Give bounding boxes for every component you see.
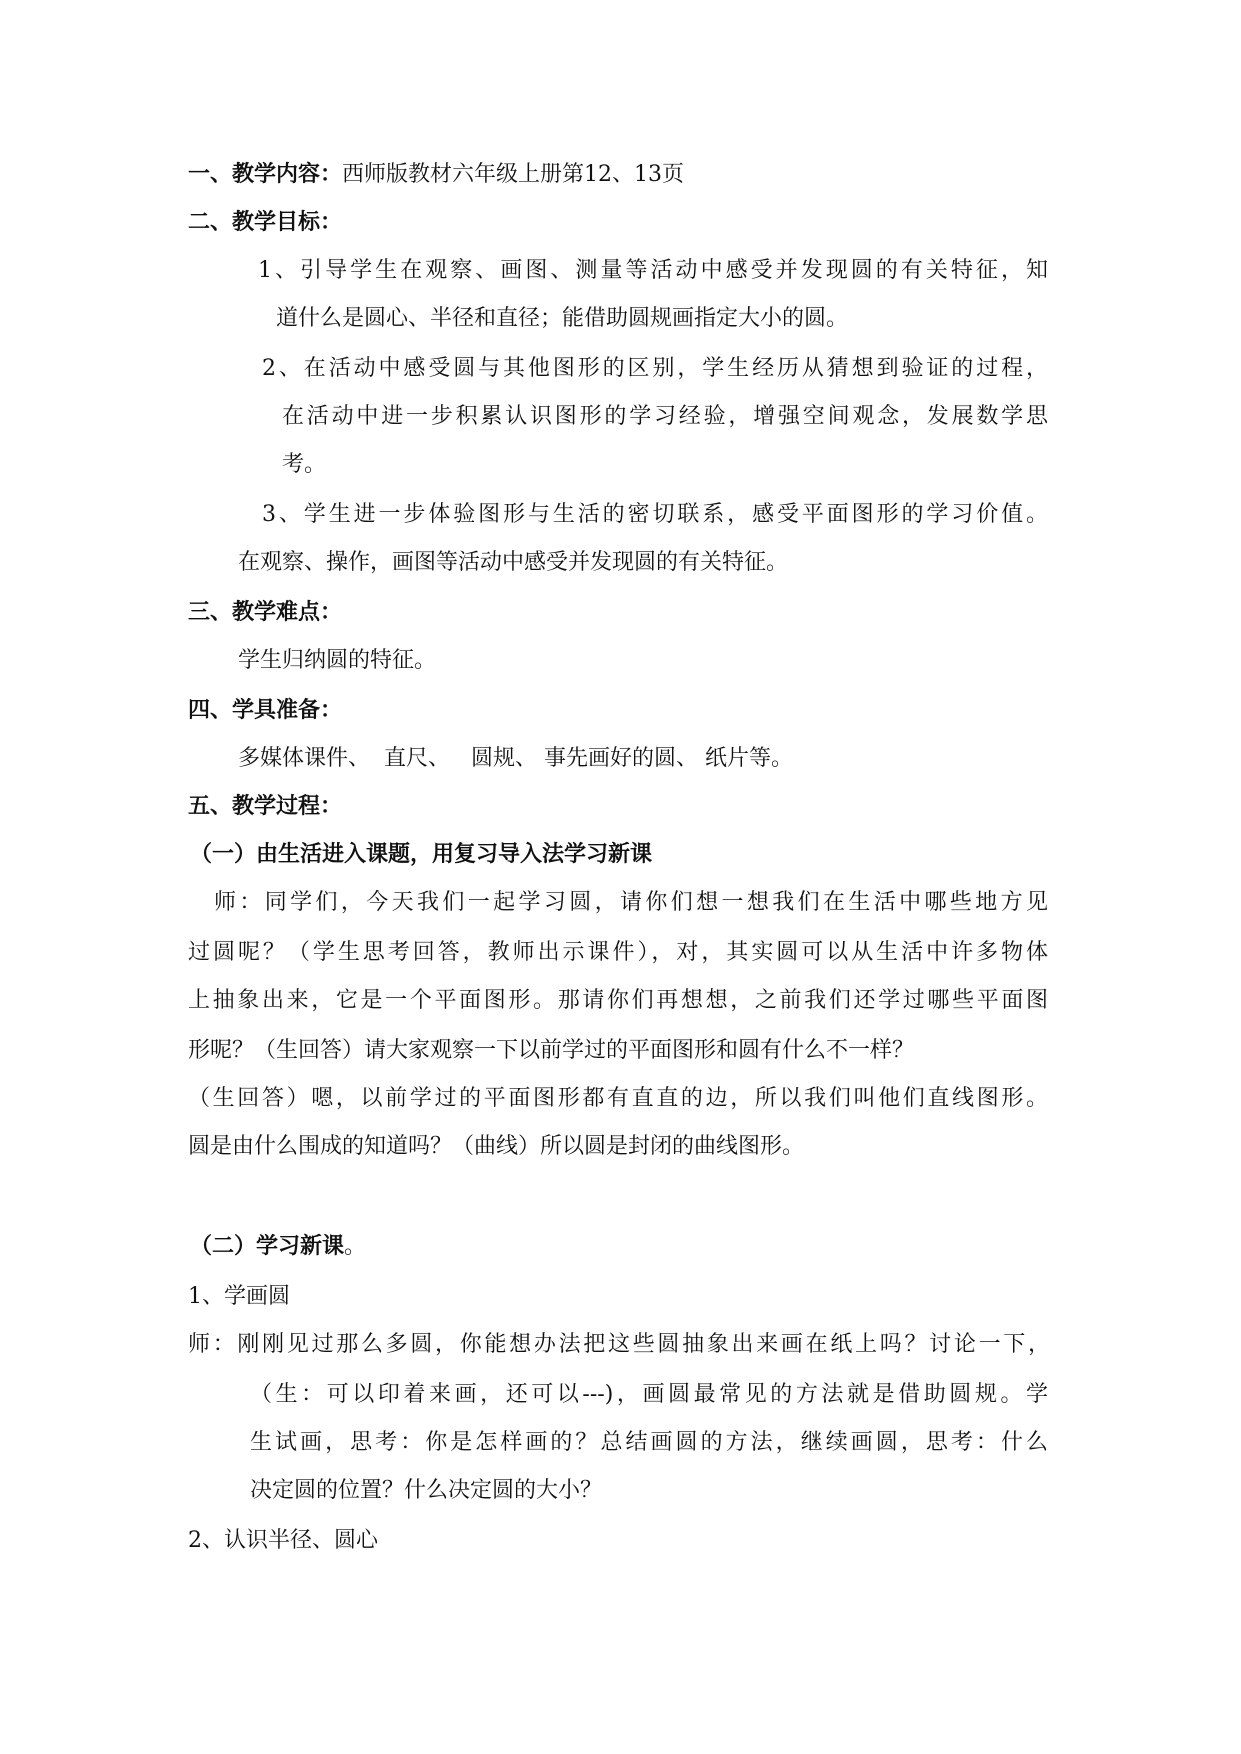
step-1-line-2: （生：可以印着来画，还可以---)，画圆最常见的方法就是借助圆规。学 xyxy=(250,1382,1048,1407)
step-1-line-3: 生试画，思考：你是怎样画的？总结画圆的方法，继续画圆，思考：什么 xyxy=(250,1430,1048,1455)
part-1-line-3: 上抽象出来，它是一个平面图形。那请你们再想想，之前我们还学过哪些平面图 xyxy=(188,988,1048,1013)
part-1-line-1: 师：同学们，今天我们一起学习圆，请你们想一想我们在生活中哪些地方见 xyxy=(214,890,1048,915)
section-2-heading: 二、教学目标： xyxy=(188,210,343,235)
section-3-text: 学生归纳圆的特征。 xyxy=(238,648,437,673)
step-1-heading: 1、学画圆 xyxy=(188,1284,290,1309)
goal-1-line-1: 1、引导学生在观察、画图、测量等活动中感受并发现圆的有关特征，知 xyxy=(258,258,1048,283)
section-4-heading: 四、学具准备： xyxy=(188,698,343,723)
part-1-line-6: 圆是由什么围成的知道吗？（曲线）所以圆是封闭的曲线图形。 xyxy=(188,1134,805,1159)
goal-2-line-2: 在活动中进一步积累认识图形的学习经验，增强空间观念，发展数学思 xyxy=(282,404,1048,429)
step-1-line-4: 决定圆的位置？什么决定圆的大小？ xyxy=(250,1478,603,1503)
goal-3: 3、学生进一步体验图形与生活的密切联系，感受平面图形的学习价值。 xyxy=(262,502,1048,527)
part-1-line-2: 过圆呢？（学生思考回答，教师出示课件），对，其实圆可以从生活中许多物体 xyxy=(188,940,1048,965)
section-1 xyxy=(188,160,684,190)
section-1-heading: 一、教学内容： xyxy=(188,162,343,187)
section-3-heading: 三、教学难点： xyxy=(188,600,343,625)
goal-2-line-1: 2、在活动中感受圆与其他图形的区别，学生经历从猜想到验证的过程， xyxy=(262,356,1048,381)
part-2-title-end: 。 xyxy=(344,1234,367,1259)
part-1-line-4: 形呢？（生回答）请大家观察一下以前学过的平面图形和圆有什么不一样？ xyxy=(188,1038,915,1063)
section-4-text: 多媒体课件、 直尺、 圆规、 事先画好的圆、 纸片等。 xyxy=(238,746,793,771)
section-1-text: 西师版教材六年级上册第12、13页 xyxy=(342,162,685,187)
step-2-heading: 2、认识半径、圆心 xyxy=(188,1528,378,1553)
step-1-line-1: 师：刚刚见过那么多圆，你能想办法把这些圆抽象出来画在纸上吗？讨论一下， xyxy=(188,1332,1050,1357)
goal-2-line-3: 考。 xyxy=(282,452,327,477)
goal-focus: 在观察、操作，画图等活动中感受并发现圆的有关特征。 xyxy=(238,550,789,575)
part-1-line-5: （生回答）嗯，以前学过的平面图形都有直直的边，所以我们叫他们直线图形。 xyxy=(188,1086,1048,1111)
part-2-title-text: （二）学习新课 xyxy=(190,1234,345,1259)
part-2-title xyxy=(190,1232,366,1262)
part-1-title: （一）由生活进入课题，用复习导入法学习新课 xyxy=(190,842,653,867)
section-5-heading: 五、教学过程： xyxy=(188,794,343,819)
goal-1-line-2: 道什么是圆心、半径和直径；能借助圆规画指定大小的圆。 xyxy=(276,306,849,331)
